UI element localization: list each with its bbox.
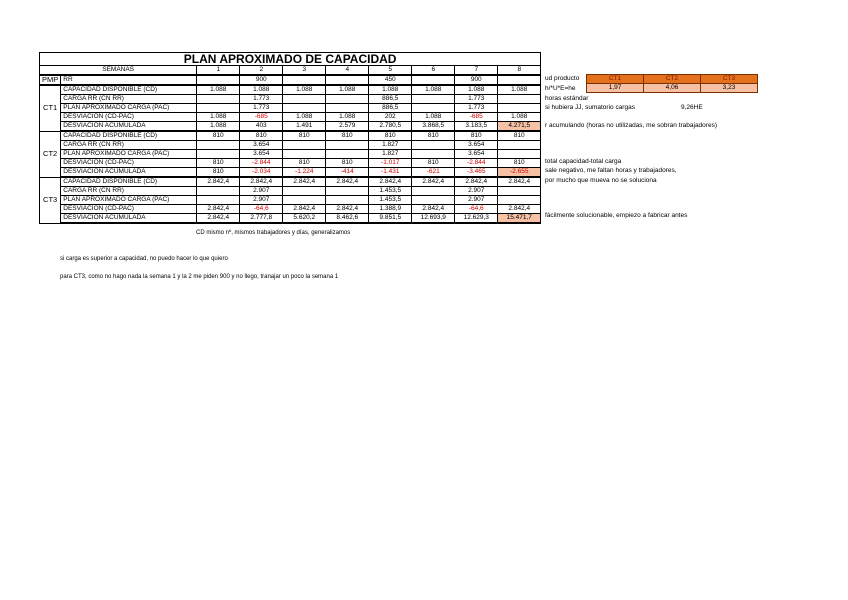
table-cell: 3.654 [455,150,498,159]
table-cell [283,95,326,104]
table-cell: 2.842,4 [197,214,240,224]
table-cell [283,187,326,196]
table-cell: 3.654 [240,150,283,159]
table-cell: 810 [240,131,283,141]
pmp-cell [412,75,455,85]
table-cell: 886,5 [369,95,412,104]
table-cell: 810 [197,168,240,178]
week-header: 8 [498,66,541,76]
table-cell [412,187,455,196]
pmp-cell [197,75,240,85]
table-cell: 810 [498,131,541,141]
table-cell: 202 [369,113,412,122]
table-cell [197,150,240,159]
table-cell: -2.844 [240,159,283,168]
row-label: DESVIACION ACUMULADA [61,214,197,224]
table-cell: 2.842,4 [326,205,369,214]
table-cell [197,104,240,113]
table-row [40,104,541,113]
table-cell: 1.088 [498,85,541,95]
ct-summary-table [586,74,758,93]
table-cell: -2.034 [240,168,283,178]
table-cell: 2.842,4 [369,177,412,187]
table-cell: 9.851,5 [369,214,412,224]
table-cell: -621 [412,168,455,178]
pmp-cell: 450 [369,75,412,85]
table-cell: 2.907 [240,187,283,196]
table-cell: -2.844 [455,159,498,168]
table-cell [498,187,541,196]
table-cell: 5.620,2 [283,214,326,224]
row-label: CARGA RR (CN RR) [61,187,197,196]
pmp-cell [283,75,326,85]
table-cell [197,187,240,196]
table-cell: 810 [369,131,412,141]
table-row [40,141,541,150]
row-label: CAPACIDAD DISPONIBLE (CD) [61,131,197,141]
table-cell: -64,6 [455,205,498,214]
pmp-cell: 900 [240,75,283,85]
table-cell: -685 [240,113,283,122]
table-cell: -414 [326,168,369,178]
table-cell: 1.088 [326,113,369,122]
table-cell: 1.088 [283,85,326,95]
table-cell [412,104,455,113]
table-row [40,122,541,132]
table-cell: 2.842,4 [283,205,326,214]
table-cell: 403 [240,122,283,132]
table-row [40,131,541,141]
table-cell: 1.088 [197,85,240,95]
table-row [40,150,541,159]
row-label: CARGA RR (CN RR) [61,95,197,104]
week-header: 1 [197,66,240,76]
side-note: fácilmente solucionable, empiezo a fabricar antes [545,212,688,219]
table-cell [498,141,541,150]
week-header: 2 [240,66,283,76]
table-cell: 810 [197,131,240,141]
side-note: ud producto [545,75,580,82]
table-cell: 1.773 [240,95,283,104]
table-cell: 1.088 [455,85,498,95]
row-label: DESVIACION ACUMULADA [61,122,197,132]
table-cell: 810 [197,159,240,168]
capacity-plan-table [39,52,541,224]
table-cell [283,104,326,113]
table-cell: 2.842,4 [498,205,541,214]
table-cell [326,187,369,196]
table-cell: 1.088 [412,113,455,122]
table-cell [326,104,369,113]
week-header: 3 [283,66,326,76]
table-cell: 1.773 [455,104,498,113]
row-label: PLAN APROXIMADO CARGA (PAC) [61,196,197,205]
table-cell: -1.431 [369,168,412,178]
table-cell [283,141,326,150]
row-label: CARGA RR (CN RR) [61,141,197,150]
table-cell: 2.907 [455,196,498,205]
group-label: CT2 [40,131,61,177]
table-cell [326,95,369,104]
table-row [40,95,541,104]
table-cell: 810 [283,159,326,168]
table-cell [326,196,369,205]
row-label: DESVIACION (CD-PAC) [61,205,197,214]
table-cell: 810 [498,159,541,168]
table-cell: 15.471,7 [498,214,541,224]
table-cell: 810 [455,131,498,141]
table-cell: -2.655 [498,168,541,178]
table-cell: 1.088 [412,85,455,95]
table-cell: 12.629,3 [455,214,498,224]
table-cell: 3.654 [240,141,283,150]
table-cell: 1.453,5 [369,196,412,205]
table-row [40,168,541,178]
table-cell [283,150,326,159]
table-cell [412,141,455,150]
table-cell: 3.183,5 [455,122,498,132]
side-note: h/*U*E=he [545,85,576,92]
side-note: sale negativo, me faltan horas y trabajadores, [545,167,677,174]
bottom-note: CD mismo nº, mismos trabajadores y días, generalizamos [196,230,351,236]
table-cell: 1.088 [326,85,369,95]
table-cell: 2.907 [240,196,283,205]
page-title: PLAN APROXIMADO DE CAPACIDAD [40,53,541,66]
bottom-note: si carga es superior a capacidad, no puedo hacer lo que quiero [60,256,228,262]
table-row [40,187,541,196]
row-label: PLAN APROXIMADO CARGA (PAC) [61,104,197,113]
bottom-note: para CT3, como no hago nada la semana 1 y la 2 me piden 900 y no llego, tranajar un poco la semana 1 [60,274,339,280]
table-cell [197,196,240,205]
table-row [40,214,541,224]
table-cell [283,196,326,205]
table-cell [197,141,240,150]
weeks-label: SEMANAS [40,66,197,76]
table-cell: 2.842,4 [240,177,283,187]
side-note: total capacidad-total carga [545,158,622,165]
table-row [40,196,541,205]
table-cell [326,141,369,150]
week-header: 7 [455,66,498,76]
row-label: CAPACIDAD DISPONIBLE (CD) [61,177,197,187]
side-note-value: 9,26HE [681,104,703,111]
table-cell [197,95,240,104]
table-cell: 1.491 [283,122,326,132]
table-cell: -1.017 [369,159,412,168]
ct-summary-value: 1,97 [587,84,644,93]
table-cell: 1.088 [197,122,240,132]
side-note: si hubiera JJ, sumatorio cargas [545,104,635,111]
side-note: por mucho que mueva no se soluciona [545,177,657,184]
table-row [40,159,541,168]
pmp-row-label: RR [61,75,197,85]
table-cell: 2.907 [455,187,498,196]
table-cell: -1.224 [283,168,326,178]
table-cell: 3.868,5 [412,122,455,132]
table-cell: 810 [283,131,326,141]
table-cell: 1.088 [498,113,541,122]
ct-summary-value: 3,23 [701,84,758,93]
table-row [40,177,541,187]
table-cell: 2.780,5 [369,122,412,132]
row-label: DESVIACION (CD-PAC) [61,113,197,122]
table-cell: -64,6 [240,205,283,214]
table-cell: 1.827 [369,141,412,150]
table-row [40,113,541,122]
pmp-cell [498,75,541,85]
table-cell [326,150,369,159]
table-cell: 1.088 [283,113,326,122]
table-cell: 1.088 [197,113,240,122]
table-cell: 2.777,8 [240,214,283,224]
row-label: DESVIACION ACUMULADA [61,168,197,178]
side-note: r acumulando (horas no utilizadas, me sobran trabajadores) [545,122,717,129]
table-cell: 2.842,4 [197,177,240,187]
table-cell: 3.654 [455,141,498,150]
week-header: 6 [412,66,455,76]
table-cell: 4.271,5 [498,122,541,132]
pmp-cell: 900 [455,75,498,85]
table-cell: -3.465 [455,168,498,178]
table-cell: 1.088 [369,85,412,95]
ct-summary-header: CT2 [644,75,701,84]
table-cell: 810 [412,159,455,168]
table-cell [412,150,455,159]
table-cell: 810 [326,131,369,141]
table-cell: 810 [412,131,455,141]
table-row [40,85,541,95]
table-cell: 2.579 [326,122,369,132]
ct-summary-header: CT1 [587,75,644,84]
table-cell [412,196,455,205]
table-row [40,205,541,214]
table-cell: 1.773 [240,104,283,113]
table-cell: 2.842,4 [498,177,541,187]
table-cell: 886,5 [369,104,412,113]
group-label: CT3 [40,177,61,223]
table-cell: 12.693,9 [412,214,455,224]
ct-summary-header: CT3 [701,75,758,84]
group-label: CT1 [40,85,61,131]
row-label: CAPACIDAD DISPONIBLE (CD) [61,85,197,95]
ct-summary-value: 4,06 [644,84,701,93]
row-label: DESVIACION (CD-PAC) [61,159,197,168]
table-cell [498,150,541,159]
table-cell: 8.462,6 [326,214,369,224]
table-cell: 2.842,4 [197,205,240,214]
table-cell: 1.088 [240,85,283,95]
table-cell [412,95,455,104]
row-label: PLAN APROXIMADO CARGA (PAC) [61,150,197,159]
table-cell: 2.842,4 [455,177,498,187]
table-cell: 2.842,4 [326,177,369,187]
table-cell: 2.842,4 [412,205,455,214]
table-cell: 1.827 [369,150,412,159]
week-header: 5 [369,66,412,76]
table-cell: 2.842,4 [283,177,326,187]
table-cell [498,104,541,113]
pmp-label: PMP [40,75,61,85]
table-cell: 2.842,4 [412,177,455,187]
side-note: horas estándar [545,95,589,102]
table-cell: -685 [455,113,498,122]
table-cell: 1.773 [455,95,498,104]
pmp-cell [326,75,369,85]
table-cell [498,196,541,205]
table-cell: 1.453,5 [369,187,412,196]
table-cell: 810 [326,159,369,168]
table-cell [498,95,541,104]
table-cell: 1.388,9 [369,205,412,214]
week-header: 4 [326,66,369,76]
